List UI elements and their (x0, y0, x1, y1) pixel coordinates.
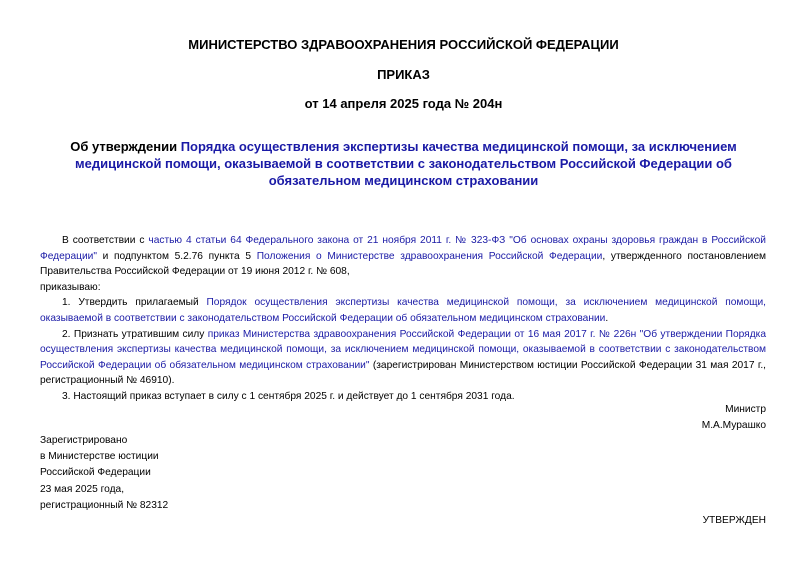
approved-label: УТВЕРЖДЕН (702, 515, 766, 526)
previous-order-link[interactable]: приказ Министерства здравоохранения Российской Федерации от 16 мая 2017 г. № 226н "Об утверждении Порядка осуществления экспертизы качества медицинской помощи, за исключением медицинской помощи, оказываемой в соответствии с законодательством Российской Федерации об обязательном медицинском страховании" (40, 328, 766, 371)
title-procedure-link[interactable]: Порядка осуществления экспертизы качества медицинской помощи, за исключением медицинской помощи, оказываемой в соответствии с законодательством Российской Федерации об обязательном медицинском страховании (75, 139, 737, 188)
signature-position: Министр (725, 404, 766, 415)
preamble-text-a: В соответствии с (62, 235, 149, 246)
item-2 (40, 327, 766, 389)
procedure-link[interactable]: Порядок осуществления экспертизы качества медицинской помощи, за исключением медицинской помощи, оказываемой в соответствии с законодательством Российской Федерации об обязательном медицинском страховании (40, 297, 767, 324)
item-2-text: 2. Признать утратившим силу (62, 328, 208, 340)
registration-line: Зарегистрировано (40, 435, 128, 446)
doc-type-heading: ПРИКАЗ (377, 67, 430, 82)
ministry-heading: МИНИСТЕРСТВО ЗДРАВООХРАНЕНИЯ РОССИЙСКОЙ ФЕДЕРАЦИИ (188, 37, 619, 52)
signature-name: М.А.Мурашко (701, 420, 766, 431)
registration-line: 23 мая 2025 года, (40, 483, 125, 495)
preamble-text-c: , утвержденного постановлением Правительства Российской Федерации от 19 июня 2012 г. № 608, (40, 250, 767, 278)
item-3: 3. Настоящий приказ вступает в силу с 1 сентября 2025 г. и действует до 1 сентября 2031 года. (62, 390, 515, 402)
preamble-paragraph (40, 233, 766, 280)
order-title (50, 138, 757, 189)
registration-block (40, 433, 168, 514)
item-1-end: . (605, 312, 609, 324)
item-1 (40, 295, 766, 326)
item-2-end: (зарегистрирован Министерством юстиции Российской Федерации 31 мая 2017 г., регистрационный № 46910). (40, 359, 766, 387)
registration-line: в Министерстве юстиции (40, 451, 159, 463)
registration-line: регистрационный № 82312 (40, 499, 169, 511)
order-phrase: приказываю: (40, 281, 101, 293)
order-body (40, 233, 766, 405)
order-date-number: от 14 апреля 2025 года № 204н (304, 96, 503, 111)
preamble-text-b: и подпунктом 5.2.76 пункта 5 (96, 250, 257, 262)
title-prefix: Об утверждении (70, 139, 181, 154)
federal-law-link[interactable]: частью 4 статьи 64 Федерального закона от 21 ноября 2011 г. № 323-ФЗ "Об основах охраны здоровья граждан в Российской Федерации" (40, 235, 766, 262)
ministry-regulation-link[interactable]: Положения о Министерстве здравоохранения Российской Федерации (256, 250, 603, 262)
item-1-text: 1. Утвердить прилагаемый (62, 297, 207, 309)
registration-line: Российской Федерации (40, 467, 151, 479)
